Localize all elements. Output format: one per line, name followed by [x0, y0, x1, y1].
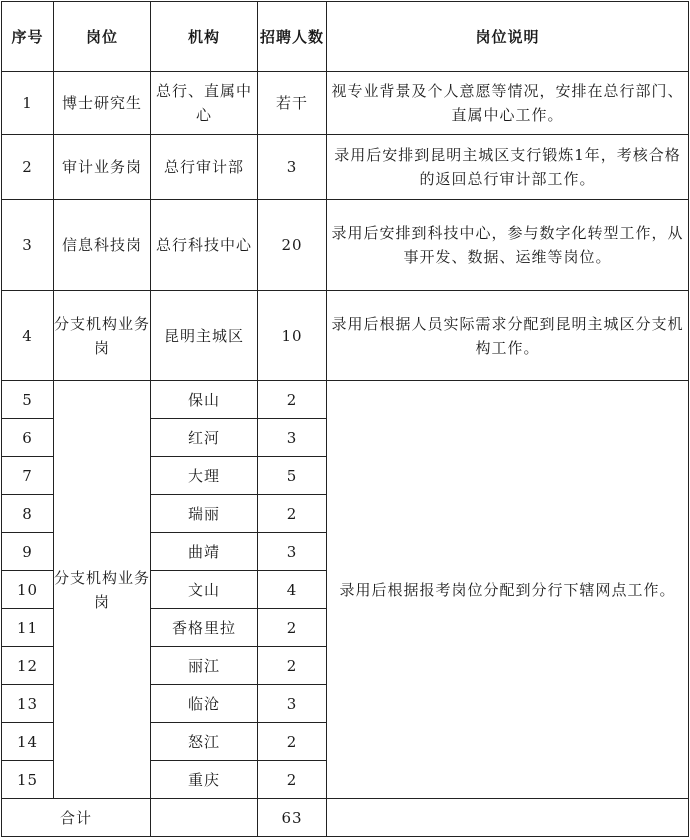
cell-seq: 6: [2, 419, 54, 457]
cell-org: 文山: [151, 571, 258, 609]
cell-seq: 4: [2, 291, 54, 381]
total-org-empty: [151, 799, 258, 837]
cell-seq: 15: [2, 761, 54, 799]
cell-seq: 3: [2, 200, 54, 291]
cell-org: 保山: [151, 381, 258, 419]
header-row: [2, 2, 689, 72]
table-row: [2, 135, 689, 200]
cell-seq: 5: [2, 381, 54, 419]
cell-count: 2: [258, 609, 327, 647]
cell-org: 总行、直属中心: [151, 72, 258, 135]
total-row: [2, 799, 689, 837]
cell-seq: 11: [2, 609, 54, 647]
cell-org: 丽江: [151, 647, 258, 685]
header-position: 岗位: [54, 2, 151, 72]
table-row: [2, 200, 689, 291]
cell-desc: 录用后安排到昆明主城区支行锻炼1年，考核合格的返回总行审计部工作。: [327, 135, 689, 200]
cell-desc: 录用后根据人员实际需求分配到昆明主城区分支机构工作。: [327, 291, 689, 381]
recruitment-table: [1, 1, 689, 837]
cell-seq: 13: [2, 685, 54, 723]
cell-count: 2: [258, 761, 327, 799]
cell-position: 博士研究生: [54, 72, 151, 135]
cell-seq: 14: [2, 723, 54, 761]
cell-position: 审计业务岗: [54, 135, 151, 200]
cell-org: 大理: [151, 457, 258, 495]
cell-count: 10: [258, 291, 327, 381]
cell-org: 红河: [151, 419, 258, 457]
cell-seq: 8: [2, 495, 54, 533]
total-desc-empty: [327, 799, 689, 837]
cell-seq: 9: [2, 533, 54, 571]
header-org: 机构: [151, 2, 258, 72]
cell-count: 2: [258, 495, 327, 533]
cell-count: 5: [258, 457, 327, 495]
cell-org: 昆明主城区: [151, 291, 258, 381]
header-count: 招聘人数: [258, 2, 327, 72]
total-count: 63: [258, 799, 327, 837]
table-row: [2, 72, 689, 135]
cell-position: 信息科技岗: [54, 200, 151, 291]
cell-count: 20: [258, 200, 327, 291]
cell-org: 香格里拉: [151, 609, 258, 647]
cell-count: 4: [258, 571, 327, 609]
cell-desc: 视专业背景及个人意愿等情况，安排在总行部门、直属中心工作。: [327, 72, 689, 135]
cell-count: 3: [258, 135, 327, 200]
cell-seq: 12: [2, 647, 54, 685]
cell-org: 怒江: [151, 723, 258, 761]
cell-seq: 7: [2, 457, 54, 495]
cell-position-merged: 分支机构业务岗: [54, 381, 151, 799]
cell-count: 若干: [258, 72, 327, 135]
table-row: [2, 291, 689, 381]
cell-org: 临沧: [151, 685, 258, 723]
cell-org: 曲靖: [151, 533, 258, 571]
cell-count: 2: [258, 381, 327, 419]
cell-count: 3: [258, 419, 327, 457]
cell-seq: 2: [2, 135, 54, 200]
cell-org: 总行科技中心: [151, 200, 258, 291]
cell-desc: 录用后安排到科技中心，参与数字化转型工作，从事开发、数据、运维等岗位。: [327, 200, 689, 291]
cell-count: 2: [258, 723, 327, 761]
cell-org: 重庆: [151, 761, 258, 799]
cell-desc-merged: 录用后根据报考岗位分配到分行下辖网点工作。: [327, 381, 689, 799]
cell-position: 分支机构业务岗: [54, 291, 151, 381]
cell-seq: 1: [2, 72, 54, 135]
header-desc: 岗位说明: [327, 2, 689, 72]
header-seq: 序号: [2, 2, 54, 72]
cell-count: 3: [258, 685, 327, 723]
cell-count: 3: [258, 533, 327, 571]
total-label: 合计: [2, 799, 151, 837]
cell-seq: 10: [2, 571, 54, 609]
table-row: [2, 381, 689, 419]
cell-org: 总行审计部: [151, 135, 258, 200]
cell-org: 瑞丽: [151, 495, 258, 533]
cell-count: 2: [258, 647, 327, 685]
